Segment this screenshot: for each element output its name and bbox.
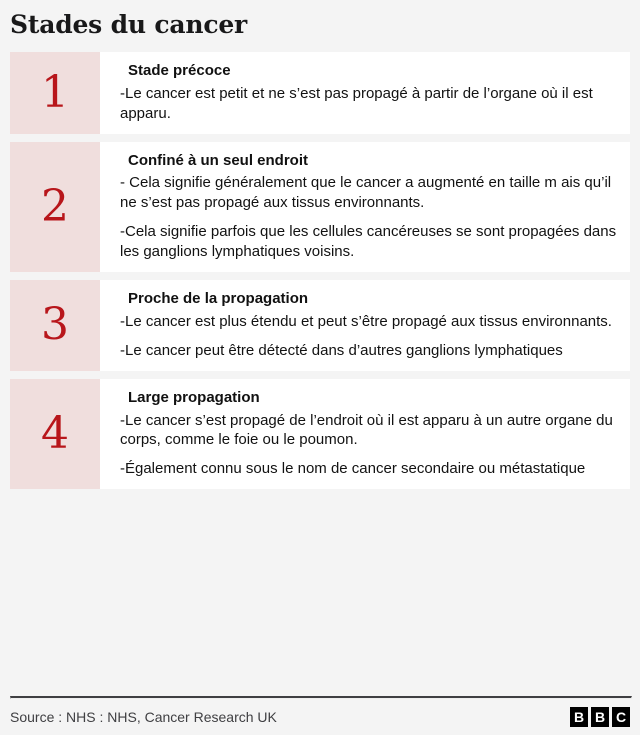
stage-number-cell [10,52,100,134]
page-title: Stades du cancer [10,10,248,39]
stage-paragraph: -Le cancer est plus étendu et peut s’être propagé aux tissus environnants. [120,312,612,330]
stage-number-cell [10,379,100,490]
stage-number: 3 [41,299,69,351]
stages-list [0,52,640,489]
bbc-logo-letter-b2: B [591,707,609,727]
stage-heading: Confiné à un seul endroit [128,151,309,169]
stage-content [100,142,630,273]
source-attribution: Source : NHS : NHS, Cancer Research UK [10,708,277,725]
stage-row [10,379,630,490]
stage-heading: Proche de la propagation [128,290,309,308]
stage-heading: Large propagation [128,388,260,406]
stage-row [10,280,630,371]
footer-inner [10,699,630,735]
stage-heading: Stade précoce [128,62,231,79]
footer [0,696,640,735]
stage-paragraph: -Cela signifie parfois que les cellules cancéreuses se sont propagées dans les ganglions lymphatiques voisins. [120,223,617,261]
stage-paragraph: -Le cancer peut être détecté dans d’autres ganglions lymphatiques [120,341,563,359]
stage-content [100,379,630,490]
stage-content [100,280,630,371]
stage-row [10,52,630,134]
bbc-logo-letter-c: C [612,707,630,727]
stage-paragraph: - Cela signifie généralement que le cancer a augmenté en taille m ais qu’il ne s’est pas propagé aux tissus environnants. [120,174,612,212]
stage-number: 4 [41,408,69,460]
stage-paragraph: -Le cancer est petit et ne s’est pas propagé à partir de l’organe où il est apparu. [120,84,593,122]
stage-paragraph: -Également connu sous le nom de cancer secondaire ou métastatique [120,460,586,478]
stage-number: 2 [41,180,69,232]
stage-number: 1 [41,66,69,118]
stage-paragraph: -Le cancer s’est propagé de l’endroit où il est apparu à un autre organe du corps, comme le foie ou le poumon. [120,411,613,449]
bbc-logo [570,707,630,727]
stage-content [100,52,630,134]
stage-number-cell [10,280,100,371]
bbc-logo-letter-b1: B [570,707,588,727]
title-bar [0,0,640,52]
stage-row [10,142,630,273]
stage-number-cell [10,142,100,273]
